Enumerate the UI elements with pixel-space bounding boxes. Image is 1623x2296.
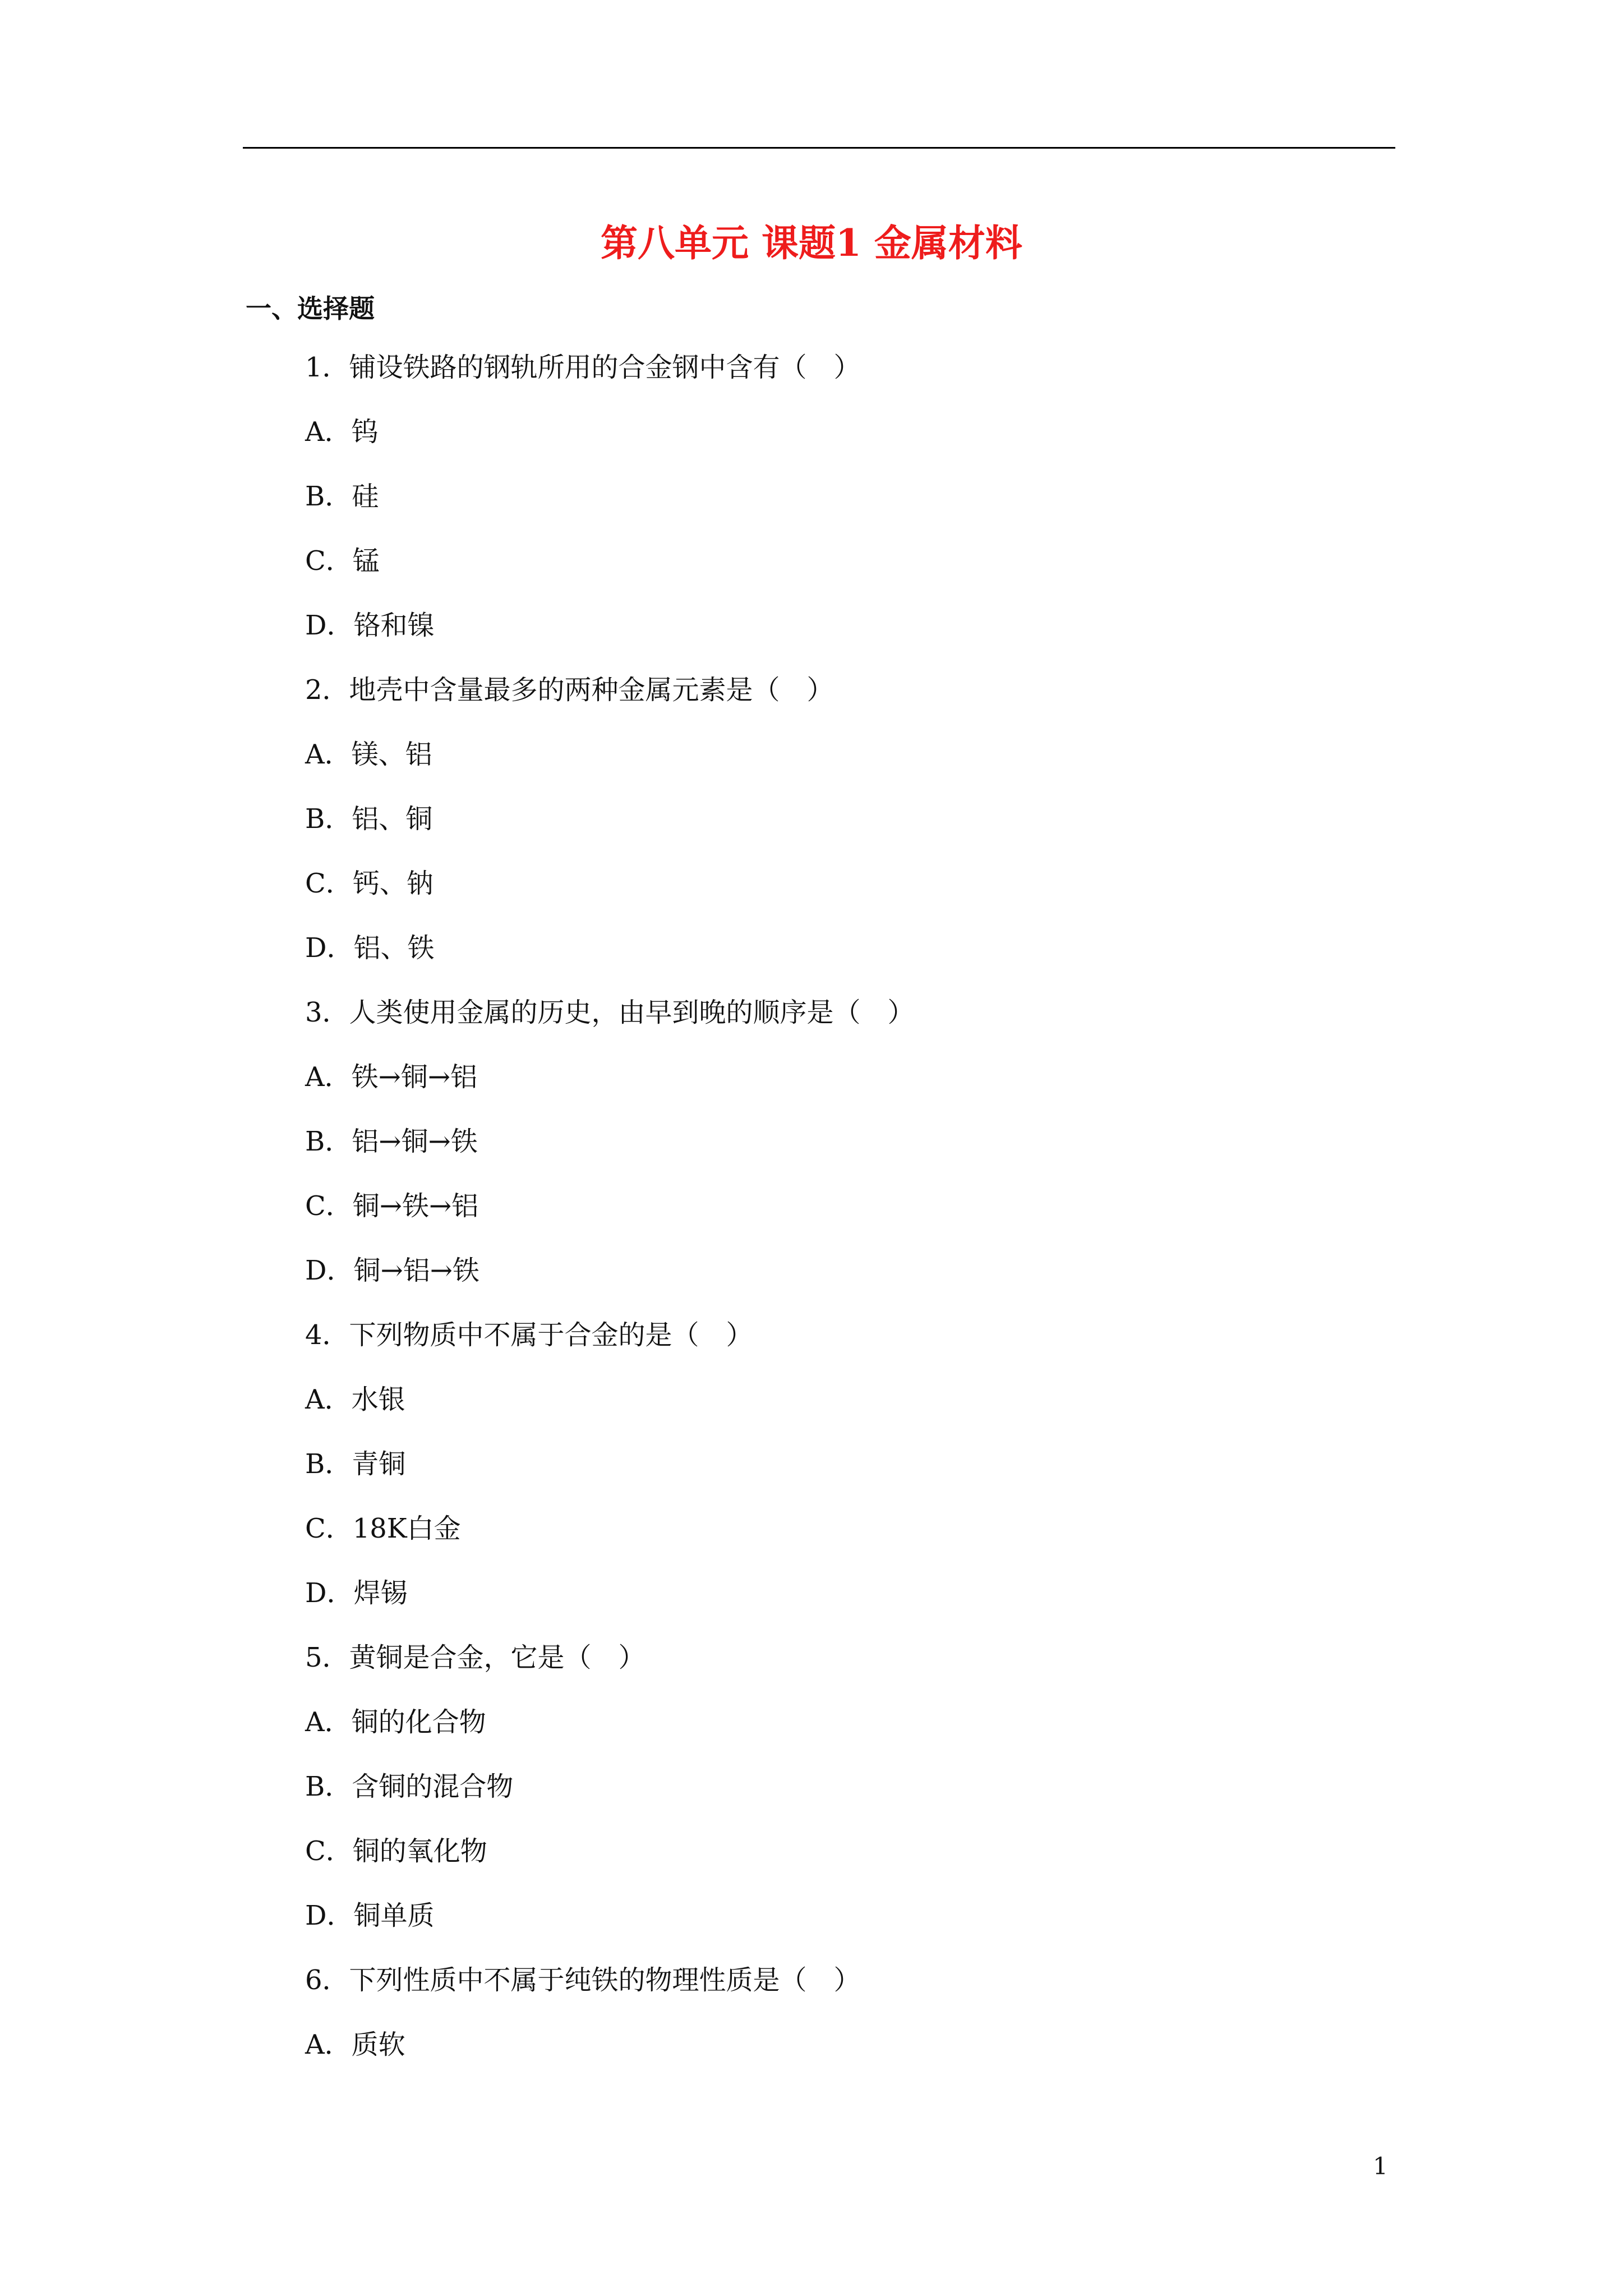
question-2-option-b: B．铝、铜 xyxy=(305,803,433,835)
question-2-option-a: A．镁、铝 xyxy=(305,739,432,770)
question-6-option-a: A．质软 xyxy=(305,2029,405,2060)
question-1-option-b: B．硅 xyxy=(305,481,379,512)
section-heading: 一、选择题 xyxy=(246,293,375,324)
question-5-stem: 5．黄铜是合金，它是（ ） xyxy=(305,1642,645,1673)
question-4-option-b: B．青铜 xyxy=(305,1448,406,1480)
question-3-option-b: B．铝→铜→铁 xyxy=(305,1126,478,1157)
question-6-stem: 6．下列性质中不属于纯铁的物理性质是（ ） xyxy=(305,1964,861,1996)
question-5-option-b: B．含铜的混合物 xyxy=(305,1771,514,1802)
question-5-option-a: A．铜的化合物 xyxy=(305,1706,486,1738)
question-3-option-c: C．铜→铁→铝 xyxy=(305,1190,479,1222)
question-3-option-a: A．铁→铜→铝 xyxy=(305,1061,478,1093)
question-3-option-d: D．铜→铝→铁 xyxy=(305,1255,479,1286)
page-number: 1 xyxy=(1373,2152,1388,2180)
document-title: 第八单元 课题1 金属材料 xyxy=(601,221,1022,265)
question-1-stem: 1．铺设铁路的钢轨所用的合金钢中含有（ ） xyxy=(305,352,861,383)
question-4-option-d: D．焊锡 xyxy=(305,1577,408,1609)
question-2-option-d: D．铝、铁 xyxy=(305,932,435,964)
question-1-option-a: A．钨 xyxy=(305,416,379,448)
question-5-option-c: C．铜的氧化物 xyxy=(305,1835,487,1867)
question-4-stem: 4．下列物质中不属于合金的是（ ） xyxy=(305,1319,753,1351)
question-5-option-d: D．铜单质 xyxy=(305,1900,435,1931)
question-3-stem: 3．人类使用金属的历史，由早到晚的顺序是（ ） xyxy=(305,997,915,1028)
question-4-option-c: C．18K白金 xyxy=(305,1513,461,1544)
question-2-stem: 2．地壳中含量最多的两种金属元素是（ ） xyxy=(305,674,834,706)
question-2-option-c: C．钙、钠 xyxy=(305,868,434,899)
question-4-option-a: A．水银 xyxy=(305,1384,405,1415)
header-rule xyxy=(243,147,1395,149)
question-1-option-d: D．铬和镍 xyxy=(305,610,435,641)
question-1-option-c: C．锰 xyxy=(305,545,380,577)
